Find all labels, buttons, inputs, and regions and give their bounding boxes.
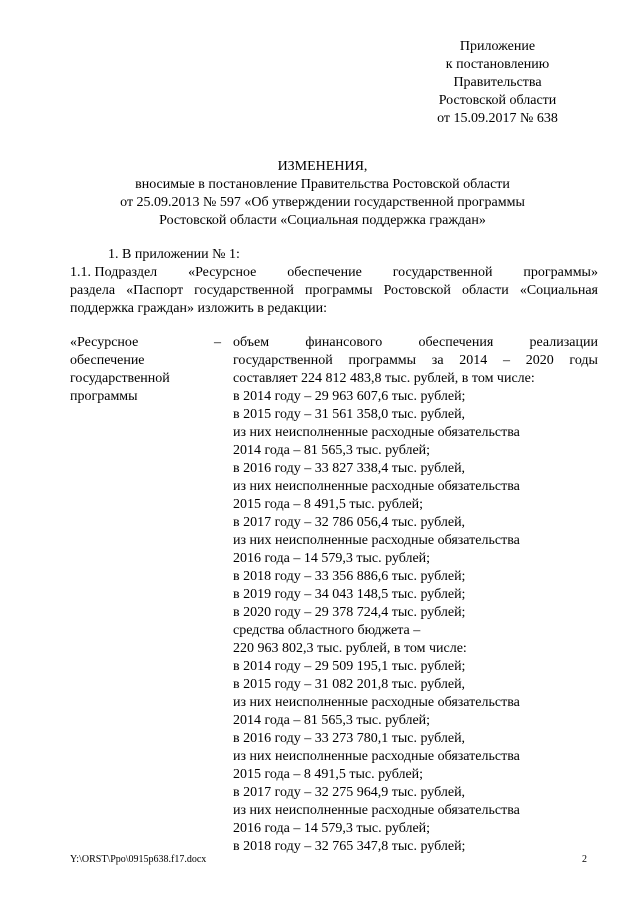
- value-line: в 2014 году – 29 963 607,6 тыс. рублей;: [233, 389, 466, 404]
- value-line: 2014 года – 81 565,3 тыс. рублей;: [233, 713, 431, 728]
- title-line: от 25.09.2013 № 597 «Об утверждении государственной программы: [120, 195, 525, 210]
- item-1-1-line-2: раздела «Паспорт государственной программы Ростовской области «Социальная: [70, 283, 598, 298]
- item-1-1: [70, 264, 598, 318]
- title-line: вносимые в постановление Правительства Ростовской области: [135, 177, 510, 192]
- item-1-1-line-1: 1.1. Подраздел «Ресурсное обеспечение государственной программы»: [70, 265, 598, 280]
- value-line: в 2015 году – 31 082 201,8 тыс. рублей,: [233, 677, 466, 692]
- value-line: в 2016 году – 33 273 780,1 тыс. рублей,: [233, 731, 466, 746]
- label-line: «Ресурсное: [70, 335, 139, 350]
- document-title: [70, 158, 575, 230]
- value-line: в 2015 году – 31 561 358,0 тыс. рублей,: [233, 407, 466, 422]
- value-line: 2016 года – 14 579,3 тыс. рублей;: [233, 551, 431, 566]
- value-line: средства областного бюджета –: [233, 623, 421, 638]
- label-line: государственной: [70, 371, 170, 386]
- table-dash: –: [214, 335, 221, 350]
- value-line: в 2017 году – 32 786 056,4 тыс. рублей,: [233, 515, 466, 530]
- label-line: обеспечение: [70, 353, 145, 368]
- appendix-line: к постановлению: [445, 57, 550, 72]
- item-1: 1. В приложении № 1:: [108, 247, 240, 262]
- value-line: составляет 224 812 483,8 тыс. рублей, в том числе:: [233, 371, 535, 386]
- value-line: в 2016 году – 33 827 338,4 тыс. рублей,: [233, 461, 466, 476]
- appendix-line: от 15.09.2017 № 638: [437, 111, 558, 126]
- resource-value-cell: [233, 334, 598, 856]
- appendix-line: Ростовской области: [438, 93, 557, 108]
- value-line: в 2018 году – 33 356 886,6 тыс. рублей;: [233, 569, 466, 584]
- value-line: в 2020 году – 29 378 724,4 тыс. рублей;: [233, 605, 466, 620]
- value-line: 2014 года – 81 565,3 тыс. рублей;: [233, 443, 431, 458]
- value-line: объем финансового обеспечения реализации: [233, 335, 598, 350]
- resource-label-cell: [70, 334, 210, 406]
- value-line: из них неисполненные расходные обязательства: [233, 479, 520, 494]
- value-line: государственной программы за 2014 – 2020 годы: [233, 353, 598, 368]
- value-line: из них неисполненные расходные обязательства: [233, 749, 520, 764]
- appendix-line: Приложение: [459, 39, 536, 54]
- value-line: в 2018 году – 32 765 347,8 тыс. рублей;: [233, 839, 466, 854]
- value-line: из них неисполненные расходные обязательства: [233, 803, 520, 818]
- value-line: из них неисполненные расходные обязательства: [233, 695, 520, 710]
- value-line: 2015 года – 8 491,5 тыс. рублей;: [233, 767, 424, 782]
- value-line: в 2017 году – 32 275 964,9 тыс. рублей,: [233, 785, 466, 800]
- value-line: 220 963 802,3 тыс. рублей, в том числе:: [233, 641, 467, 656]
- value-line: 2015 года – 8 491,5 тыс. рублей;: [233, 497, 424, 512]
- value-line: 2016 года – 14 579,3 тыс. рублей;: [233, 821, 431, 836]
- appendix-line: Правительства: [453, 75, 542, 90]
- value-line: в 2014 году – 29 509 195,1 тыс. рублей;: [233, 659, 466, 674]
- value-line: в 2019 году – 34 043 148,5 тыс. рублей;: [233, 587, 466, 602]
- title-line: Ростовской области «Социальная поддержка граждан»: [159, 213, 486, 228]
- footer-file-path: Y:\ORST\Ppo\0915p638.f17.docx: [70, 854, 207, 865]
- appendix-header: [410, 38, 585, 128]
- value-line: из них неисполненные расходные обязательства: [233, 533, 520, 548]
- title-heading: ИЗМЕНЕНИЯ,: [277, 159, 368, 174]
- label-line: программы: [70, 389, 138, 404]
- page-number: 2: [582, 854, 587, 865]
- item-1-1-line-3: поддержка граждан» изложить в редакции:: [70, 301, 327, 316]
- value-line: из них неисполненные расходные обязательства: [233, 425, 520, 440]
